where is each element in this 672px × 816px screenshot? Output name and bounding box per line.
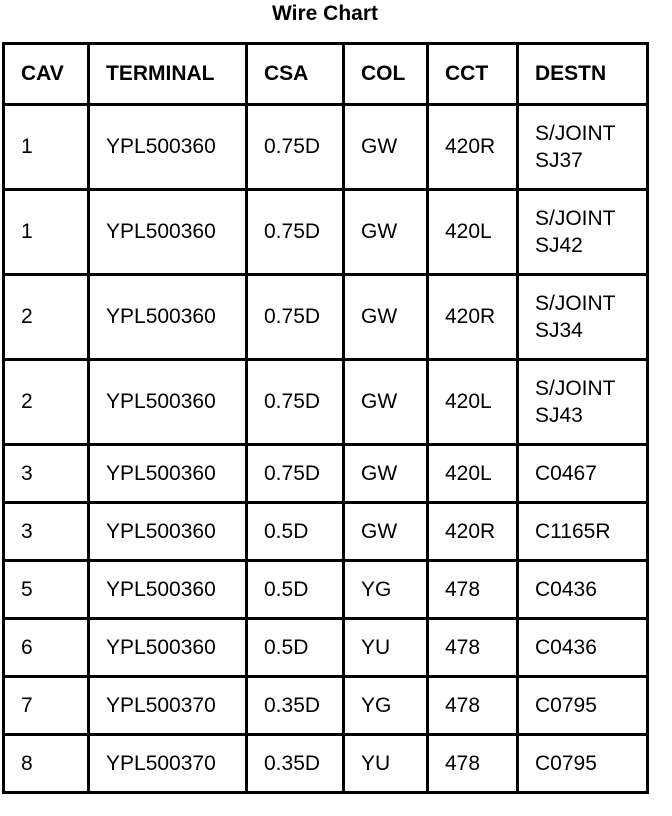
- circuit-cell: 420L: [428, 445, 518, 503]
- terminal-cell: YPL500360: [89, 360, 247, 445]
- circuit-cell: 478: [428, 619, 518, 677]
- table-body: [4, 105, 648, 793]
- column-header-cct: CCT: [428, 44, 518, 105]
- table-row: [4, 677, 648, 735]
- table-row: [4, 735, 648, 793]
- destination-cell: [518, 561, 648, 619]
- cav-cell: 3: [4, 503, 89, 561]
- csa-cell: 0.5D: [247, 619, 344, 677]
- destination-line: S/JOINT: [535, 122, 616, 145]
- destination-line: S/JOINT: [535, 207, 616, 230]
- destination-cell: [518, 503, 648, 561]
- destination-cell: [518, 735, 648, 793]
- cav-cell: 3: [4, 445, 89, 503]
- column-header-destn: DESTN: [518, 44, 648, 105]
- csa-cell: 0.75D: [247, 105, 344, 190]
- terminal-cell: YPL500360: [89, 190, 247, 275]
- csa-cell: 0.75D: [247, 360, 344, 445]
- destination-line: SJ34: [535, 319, 583, 342]
- terminal-cell: YPL500370: [89, 677, 247, 735]
- destination-line: C0436: [535, 636, 597, 659]
- circuit-cell: 478: [428, 677, 518, 735]
- column-header-csa: CSA: [247, 44, 344, 105]
- destination-cell: [518, 677, 648, 735]
- table-row: [4, 105, 648, 190]
- destination-line: SJ43: [535, 404, 583, 427]
- header-row: [4, 44, 648, 105]
- circuit-cell: 420L: [428, 360, 518, 445]
- terminal-cell: YPL500360: [89, 503, 247, 561]
- destination-line: C0795: [535, 694, 597, 717]
- color-cell: GW: [344, 275, 428, 360]
- color-cell: YG: [344, 677, 428, 735]
- csa-cell: 0.35D: [247, 735, 344, 793]
- chart-title: Wire Chart: [272, 2, 378, 25]
- destination-line: SJ37: [535, 149, 583, 172]
- cav-cell: 2: [4, 360, 89, 445]
- destination-line: C1165R: [535, 520, 611, 543]
- cav-cell: 2: [4, 275, 89, 360]
- cav-cell: 6: [4, 619, 89, 677]
- csa-cell: 0.75D: [247, 190, 344, 275]
- table-row: [4, 619, 648, 677]
- cav-cell: 1: [4, 190, 89, 275]
- cav-cell: 1: [4, 105, 89, 190]
- table-row: [4, 503, 648, 561]
- circuit-cell: 420R: [428, 503, 518, 561]
- destination-line: C0436: [535, 578, 597, 601]
- column-header-terminal: TERMINAL: [89, 44, 247, 105]
- csa-cell: 0.35D: [247, 677, 344, 735]
- terminal-cell: YPL500360: [89, 619, 247, 677]
- destination-line: SJ42: [535, 234, 583, 257]
- terminal-cell: YPL500360: [89, 275, 247, 360]
- color-cell: YU: [344, 619, 428, 677]
- destination-cell: [518, 105, 648, 190]
- color-cell: GW: [344, 360, 428, 445]
- csa-cell: 0.75D: [247, 445, 344, 503]
- table-row: [4, 190, 648, 275]
- table-row: [4, 561, 648, 619]
- cav-cell: 8: [4, 735, 89, 793]
- circuit-cell: 420L: [428, 190, 518, 275]
- circuit-cell: 420R: [428, 105, 518, 190]
- color-cell: GW: [344, 445, 428, 503]
- destination-line: S/JOINT: [535, 292, 616, 315]
- color-cell: GW: [344, 190, 428, 275]
- color-cell: YU: [344, 735, 428, 793]
- destination-cell: [518, 275, 648, 360]
- csa-cell: 0.5D: [247, 503, 344, 561]
- circuit-cell: 478: [428, 735, 518, 793]
- csa-cell: 0.5D: [247, 561, 344, 619]
- terminal-cell: YPL500360: [89, 105, 247, 190]
- cav-cell: 5: [4, 561, 89, 619]
- destination-cell: [518, 619, 648, 677]
- terminal-cell: YPL500360: [89, 561, 247, 619]
- destination-line: C0795: [535, 752, 597, 775]
- color-cell: GW: [344, 503, 428, 561]
- table-row: [4, 275, 648, 360]
- csa-cell: 0.75D: [247, 275, 344, 360]
- column-header-col: COL: [344, 44, 428, 105]
- circuit-cell: 478: [428, 561, 518, 619]
- destination-cell: [518, 190, 648, 275]
- table-row: [4, 360, 648, 445]
- terminal-cell: YPL500360: [89, 445, 247, 503]
- color-cell: GW: [344, 105, 428, 190]
- wire-chart-table: [2, 42, 649, 794]
- destination-line: S/JOINT: [535, 377, 616, 400]
- destination-line: C0467: [535, 462, 597, 485]
- destination-cell: [518, 445, 648, 503]
- circuit-cell: 420R: [428, 275, 518, 360]
- cav-cell: 7: [4, 677, 89, 735]
- color-cell: YG: [344, 561, 428, 619]
- column-header-cav: CAV: [4, 44, 89, 105]
- terminal-cell: YPL500370: [89, 735, 247, 793]
- destination-cell: [518, 360, 648, 445]
- table-row: [4, 445, 648, 503]
